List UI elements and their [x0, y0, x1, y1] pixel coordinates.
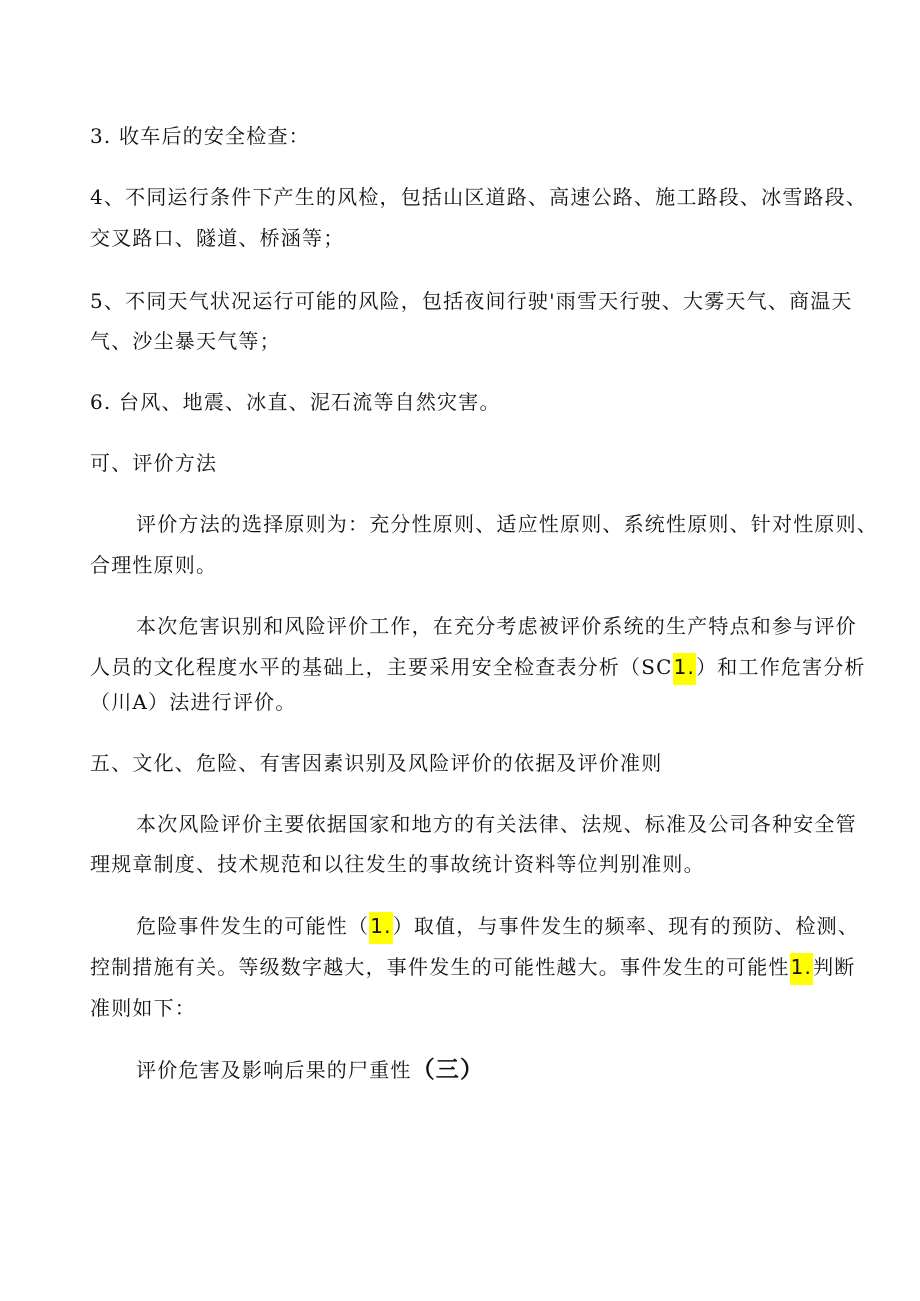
paragraph-4-line-3: 准则如下： [90, 996, 196, 1020]
section-heading-evaluation-method: 可、评价方法 [90, 451, 218, 475]
paragraph-2-line-2 [90, 653, 866, 681]
paragraph-1-line-1: 评价方法的选择原则为：充分性原则、适应性原则、系统性原则、针对性原则、 [136, 512, 878, 536]
list-item-5-line-1: 5、不同天气状况运行可能的风险，包括夜间行驶'雨雪天行驶、大雾天气、商温天 [90, 289, 853, 313]
list-item-6: 6. 台风、地震、冰直、泥石流等自然灾害。 [90, 390, 501, 414]
paragraph-4-line-2-text-b: 判断 [813, 955, 856, 979]
paragraph-2-line-2-text-b: ）和工作危害分析 [696, 655, 866, 679]
list-item-5-line-2: 气、沙尘暴天气等； [90, 329, 281, 353]
paragraph-5-text: 评价危害及影响后果的尸重性 [136, 1058, 412, 1082]
paragraph-3-line-2: 理规章制度、技术规范和以往发生的事故统计资料等位判别准则。 [90, 852, 705, 876]
list-item-3: 3. 收车后的安全检查： [90, 124, 310, 148]
paragraph-4-line-1-text-a: 危险事件发生的可能性（ [136, 914, 370, 938]
highlight-mark: 1. [790, 953, 813, 985]
list-item-4-line-2: 交叉路口、隧道、桥涵等； [90, 226, 345, 250]
paragraph-5-bold-suffix: （三） [411, 1057, 485, 1083]
section-heading-five: 五、文化、危险、有害因素识别及风险评价的依据及评价准则 [90, 751, 663, 775]
paragraph-5 [136, 1056, 484, 1084]
paragraph-2-line-2-text-a: 人员的文化程度水平的基础上，主要采用安全检查表分析（SC [90, 655, 673, 679]
paragraph-4-line-1 [136, 912, 859, 940]
highlight-mark: 1. [369, 912, 392, 944]
paragraph-4-line-2 [90, 953, 856, 981]
highlight-mark: 1. [673, 653, 696, 685]
paragraph-3-line-1: 本次风险评价主要依据国家和地方的有关法律、法规、标准及公司各种安全管 [136, 812, 857, 836]
paragraph-1-line-2: 合理性原则。 [90, 553, 218, 577]
paragraph-2-line-1: 本次危害识别和风险评价工作，在充分考虑被评价系统的生产特点和参与评价 [136, 614, 857, 638]
paragraph-4-line-1-text-b: ）取值，与事件发生的频率、现有的预防、检测、 [392, 914, 860, 938]
paragraph-2-line-3: （川A）法进行评价。 [90, 690, 297, 714]
list-item-4-line-1: 4、不同运行条件下产生的风检，包括山区道路、高速公路、施工路段、冰雪路段、 [90, 185, 868, 209]
paragraph-4-line-2-text-a: 控制措施有关。等级数字越大，事件发生的可能性越大。事件发生的可能性 [90, 955, 790, 979]
